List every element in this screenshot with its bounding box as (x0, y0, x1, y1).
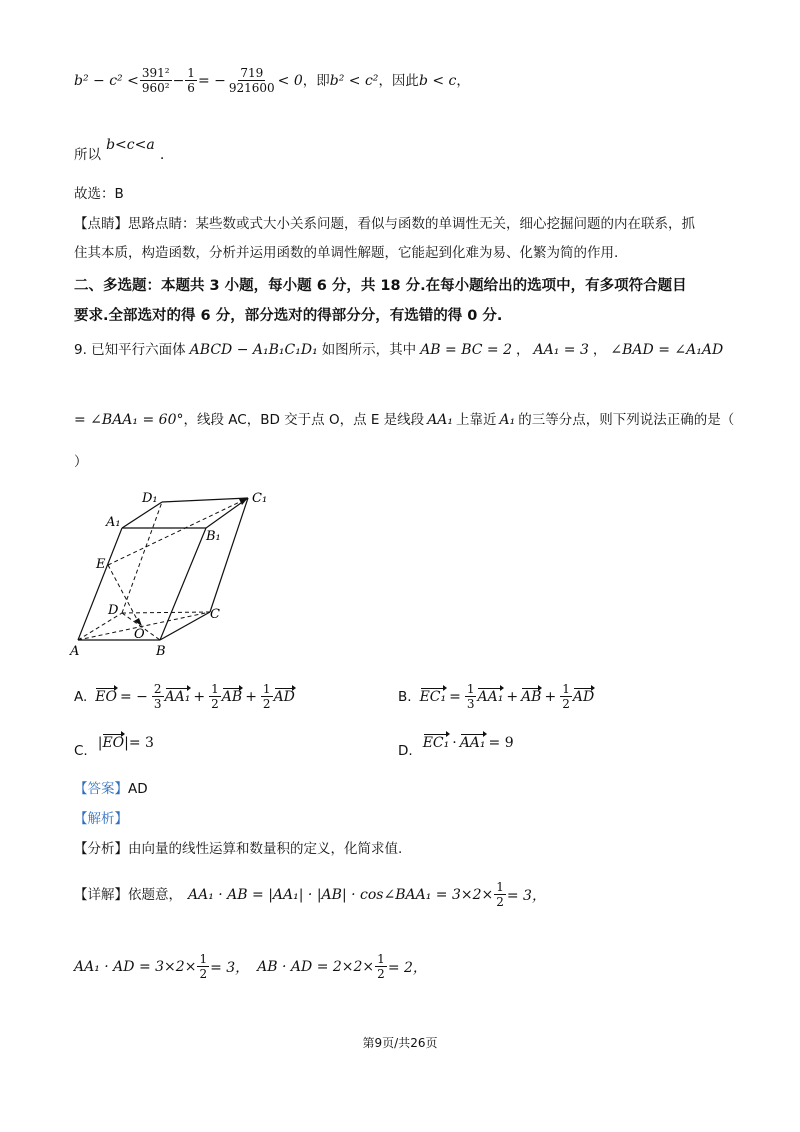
label-O: O (134, 627, 145, 642)
option-b: B. EC₁ = $\frac{1}{3}$ AA₁ + AB + $\frac{1}{2}$ AD (398, 682, 595, 711)
comment-line-1: 【点睛】思路点睛：某些数或式大小关系问题，看似与函数的单调性无关，细心挖掘问题的内在联系，抓 (74, 216, 695, 232)
label-B: B (156, 644, 166, 659)
label-D1: D₁ (142, 491, 158, 506)
section-heading-2: 要求.全部选对的得 6 分，部分选对的得部分分，有选错的得 0 分. (74, 308, 503, 324)
label-A1: A₁ (106, 515, 121, 530)
frac-391-960: $\frac{\text{391²}}{\text{960²}}$ (141, 66, 170, 95)
option-c: C. | EO |= 3 (74, 735, 154, 759)
conclusion-line: $_{所以}$ b<c<a . (74, 137, 165, 163)
analysis-tag: 【解析】 (74, 811, 128, 827)
option-d: D. EC₁ · AA₁ = 9 (398, 735, 514, 759)
option-a: A. EO = − $\frac{2}{3}$ AA₁ + $\frac{1}{2}$ AB + $\frac{1}{2}$ AD (74, 682, 295, 711)
answer-pick: 故选：B (74, 186, 124, 202)
parallelepiped-figure (60, 480, 280, 665)
detail-line-1: 【详解】 依题意， AA₁ · AB = |AA₁| · |AB| · cos∠BAA₁ = 3×2× $\frac{1}{2}$ = 3， (74, 880, 546, 909)
question-9-line-2: = ∠BAA₁ = 60° ，线段 AC，BD 交于点 O，点 E 是线段 AA₁ 上靠近 A₁ 的三等分点，则下列说法正确的是（ (74, 412, 735, 428)
analysis-line: 【分析】由向量的线性运算和数量积的定义，化简求值. (74, 841, 403, 857)
label-E: E (96, 557, 106, 572)
question-9-line-1: 9. 已知平行六面体 ABCD − A₁B₁C₁D₁ 如图所示，其中 AB = BC = 2 ， AA₁ = 3 ， ∠BAD = ∠A₁AD (74, 342, 724, 358)
inequality-line: b² − c² < $\frac{\text{391²}}{\text{960²}}$ − $\frac{1}{6}$ = − $\frac{719}{921600}$ < 0 ，即 b² < c² ，因此 b < c ， (74, 66, 470, 95)
question-9-line-3: ） (74, 454, 88, 470)
label-C1: C₁ (252, 491, 268, 506)
page-footer: 第9页/共26页 (362, 1036, 438, 1050)
label-B1: B₁ (206, 529, 221, 544)
detail-line-2: AA₁ · AD = 3×2× $\frac{1}{2}$ = 3， AB · AD = 2×2× $\frac{1}{2}$ = 2， (74, 952, 427, 981)
answer-line: 【答案】AD (74, 781, 148, 797)
comment-line-2: 住其本质，构造函数，分析并运用函数的单调性解题，它能起到化难为易、化繁为简的作用. (74, 245, 619, 261)
ineq-lhs: b² − c² < (74, 72, 139, 89)
label-D: D (108, 603, 119, 618)
label-A: A (70, 644, 80, 659)
label-C: C (210, 607, 220, 622)
frac-719: $\frac{719}{921600}$ (228, 66, 275, 95)
section-heading-1: 二、多选题：本题共 3 小题，每小题 6 分，共 18 分.在每小题给出的选项中，有多项符合题目 (74, 278, 687, 294)
frac-1-6: $\frac{1}{6}$ (187, 66, 195, 95)
